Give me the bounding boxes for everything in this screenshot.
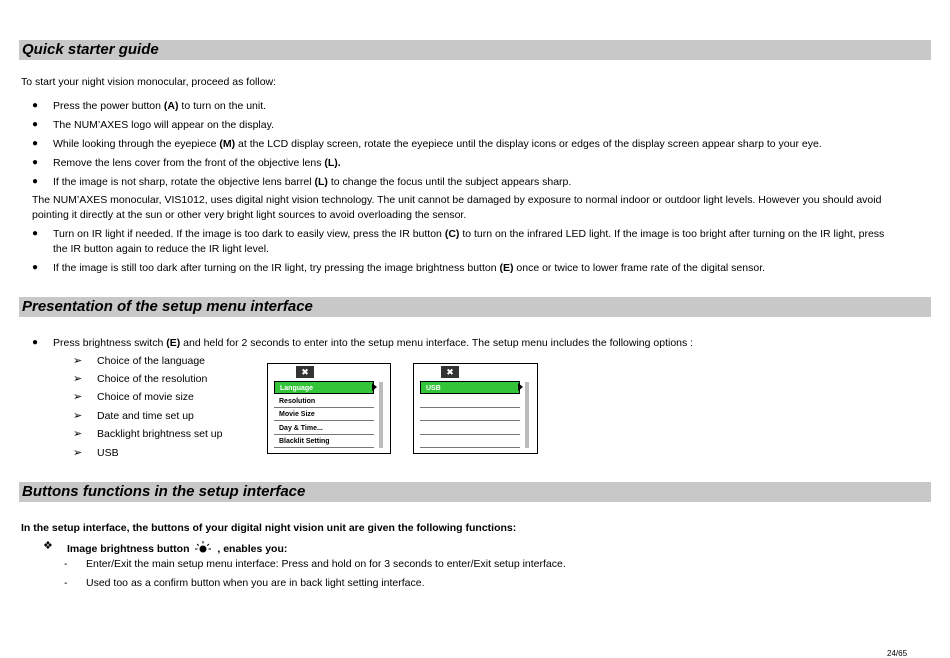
menu-item: Language [274, 381, 374, 394]
scrollbar [379, 382, 383, 448]
menu-item-empty [420, 408, 520, 421]
menu-item: Day & Time... [274, 422, 374, 435]
bullet-icon: ● [31, 138, 39, 149]
tools-icon: ✖ [441, 366, 459, 378]
menu-item-empty [420, 422, 520, 435]
bullet-icon: ● [31, 157, 39, 168]
menu-item: Movie Size [274, 408, 374, 421]
list-item: Press the power button (A) to turn on the unit. [53, 100, 267, 112]
triangle-right-icon [518, 383, 523, 391]
diamond-bullet-icon: ❖ [43, 540, 53, 552]
arrow-bullet-icon: ➢ [73, 428, 83, 440]
option-item: USB [97, 447, 119, 459]
section-header-buttons [19, 482, 931, 502]
list-item: Remove the lens cover from the front of the objective lens (L). [53, 157, 341, 169]
menu-item-empty [420, 395, 520, 408]
bullet-icon: ● [31, 100, 39, 111]
option-item: Choice of movie size [97, 391, 194, 403]
menu-item: USB [420, 381, 520, 394]
bullet-icon: ● [31, 119, 39, 130]
arrow-bullet-icon: ➢ [73, 410, 83, 422]
list-item: Press brightness switch (E) and held for 2 seconds to enter into the setup menu interface. The setup menu includes the following options : [53, 337, 694, 349]
brightness-icon [194, 540, 212, 556]
bullet-icon: ● [31, 176, 39, 187]
dash-icon: - [64, 577, 68, 589]
option-item: Date and time set up [97, 410, 194, 422]
scrollbar [525, 382, 529, 448]
bullet-icon: ● [31, 228, 39, 239]
section-header-setup-menu [19, 297, 931, 317]
option-item: Choice of the language [97, 355, 205, 367]
buttons-intro: In the setup interface, the buttons of your digital night vision unit are given the following functions: [21, 522, 517, 534]
setup-menu-screenshot [267, 363, 391, 454]
triangle-right-icon [372, 383, 377, 391]
intro-text: To start your night vision monocular, proceed as follow: [21, 76, 277, 88]
page-number: 24/65 [887, 649, 908, 658]
section-title: Quick starter guide [22, 41, 159, 58]
list-item: If the image is not sharp, rotate the objective lens barrel (L) to change the focus until the subject appears sharp. [53, 176, 572, 188]
option-item: Backlight brightness set up [97, 428, 223, 440]
section-title: Buttons functions in the setup interface [22, 483, 306, 500]
bullet-icon: ● [31, 337, 39, 348]
arrow-bullet-icon: ➢ [73, 447, 83, 459]
list-item: While looking through the eyepiece (M) at the LCD display screen, rotate the eyepiece until the display icons or edges of the display screen appear sharp to your eye. [53, 138, 822, 150]
arrow-bullet-icon: ➢ [73, 391, 83, 403]
section-title: Presentation of the setup menu interface [22, 298, 313, 315]
tools-icon: ✖ [296, 366, 314, 378]
list-item: If the image is still too dark after turning on the IR light, try pressing the image brightness button (E) once or twice to lower frame rate of the digital sensor. [53, 262, 766, 274]
paragraph-line: The NUM’AXES monocular, VIS1012, uses digital night vision technology. The unit cannot be damaged by exposure to normal indoor or outdoor light levels. However you should avoid [32, 194, 882, 206]
menu-item: Resolution [274, 395, 374, 408]
list-item-continuation: the IR button again to reduce the IR light level. [53, 243, 269, 255]
menu-item-empty [420, 435, 520, 448]
usb-menu-screenshot [413, 363, 538, 454]
dash-icon: - [64, 558, 68, 570]
dash-item: Enter/Exit the main setup menu interface: Press and hold on for 3 seconds to enter/Exit setup interface. [86, 558, 566, 570]
bullet-icon: ● [31, 262, 39, 273]
list-item: Turn on IR light if needed. If the image is too dark to easily view, press the IR button (C) to turn on the infrared LED light. If the image is too bright after turning on the IR light, press [53, 228, 885, 240]
paragraph-line: pointing it directly at the sun or other very bright light sources to avoid overloading the sensor. [32, 209, 467, 221]
menu-item: Blacklit Setting [274, 435, 374, 448]
list-item: The NUM’AXES logo will appear on the display. [53, 119, 274, 131]
section-header-quick-start [19, 40, 931, 60]
arrow-bullet-icon: ➢ [73, 355, 83, 367]
image-brightness-heading: Image brightness button , enables you: [67, 540, 287, 556]
option-item: Choice of the resolution [97, 373, 208, 385]
arrow-bullet-icon: ➢ [73, 373, 83, 385]
dash-item: Used too as a confirm button when you are in back light setting interface. [86, 577, 425, 589]
